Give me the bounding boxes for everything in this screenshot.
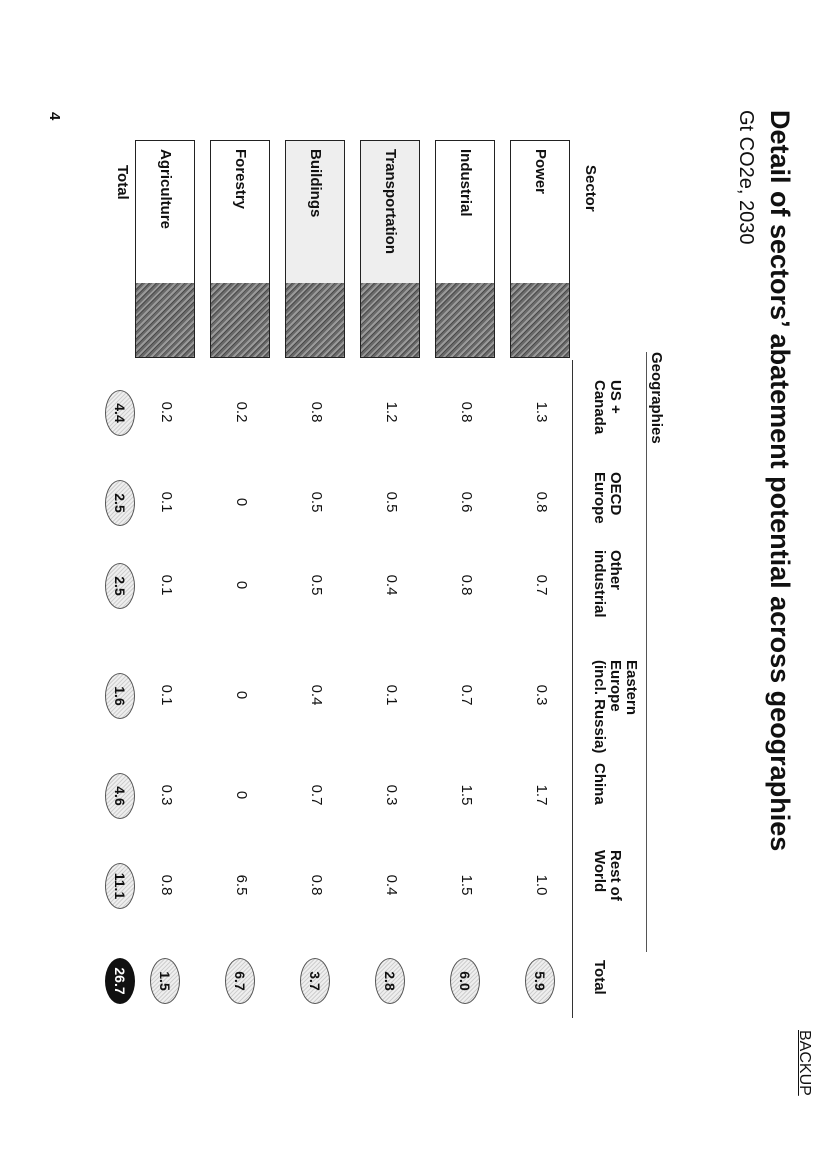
value-cell: 0.3 — [383, 784, 400, 806]
sector-label: Transportation — [382, 149, 399, 255]
value-cell: 0.1 — [158, 574, 175, 596]
column-header-oecd-europe: OECD Europe — [591, 472, 624, 524]
value-cell: 0.8 — [458, 401, 475, 423]
value-cell: 0.1 — [158, 491, 175, 513]
value-cell: 0 — [233, 580, 250, 590]
page-number: 4 — [46, 112, 63, 121]
row-total-oval: 6.7 — [225, 958, 255, 1004]
column-total-oval: 1.6 — [105, 673, 135, 719]
page-subtitle: Gt CO2e, 2030 — [735, 110, 757, 245]
row-total-oval: 5.9 — [525, 958, 555, 1004]
sector-label: Industrial — [457, 149, 474, 217]
sector-row-agriculture — [135, 140, 195, 358]
value-cell: 6.5 — [233, 874, 250, 896]
value-cell: 0.7 — [533, 574, 550, 596]
column-total-oval: 2.5 — [105, 480, 135, 526]
value-cell: 0.1 — [383, 684, 400, 706]
value-cell: 0.7 — [308, 784, 325, 806]
sector-photo — [436, 283, 494, 357]
row-total-oval: 3.7 — [300, 958, 330, 1004]
value-cell: 0.8 — [458, 574, 475, 596]
column-total-oval: 4.4 — [105, 390, 135, 436]
value-cell: 0 — [233, 690, 250, 700]
value-cell: 0.4 — [308, 684, 325, 706]
header-rule — [572, 360, 573, 1018]
value-cell: 0.7 — [458, 684, 475, 706]
value-cell: 0.2 — [158, 401, 175, 423]
value-cell: 0 — [233, 790, 250, 800]
value-cell: 0.5 — [383, 491, 400, 513]
value-cell: 0.2 — [233, 401, 250, 423]
page-title: Detail of sectors’ abatement potential across geographies — [765, 110, 795, 852]
value-cell: 1.7 — [533, 784, 550, 806]
sector-row-forestry — [210, 140, 270, 358]
value-cell: 0.8 — [308, 401, 325, 423]
column-header-total: Total — [591, 960, 608, 995]
value-cell: 0.5 — [308, 574, 325, 596]
geographies-label: Geographies — [648, 352, 665, 444]
column-header-rest-of-world: Rest of World — [591, 850, 624, 901]
row-total-oval: 2.8 — [375, 958, 405, 1004]
column-header-china: China — [591, 763, 608, 805]
column-total-oval: 4.6 — [105, 773, 135, 819]
value-cell: 1.5 — [458, 784, 475, 806]
sector-photo — [211, 283, 269, 357]
value-cell: 0.5 — [308, 491, 325, 513]
column-header-eastern-europe: Eastern Europe (incl. Russia) — [591, 660, 640, 754]
value-cell: 0.4 — [383, 874, 400, 896]
row-total-oval: 1.5 — [150, 958, 180, 1004]
sector-row-buildings — [285, 140, 345, 358]
sector-header: Sector — [582, 165, 599, 212]
value-cell: 0 — [233, 497, 250, 507]
sector-photo — [511, 283, 569, 357]
sector-label: Agriculture — [157, 149, 174, 230]
sector-row-industrial — [435, 140, 495, 358]
value-cell: 0.6 — [458, 491, 475, 513]
value-cell: 0.3 — [533, 684, 550, 706]
value-cell: 0.8 — [308, 874, 325, 896]
sector-label: Power — [532, 149, 549, 195]
sector-row-power — [510, 140, 570, 358]
value-cell: 1.3 — [533, 401, 550, 423]
value-cell: 1.0 — [533, 874, 550, 896]
value-cell: 0.4 — [383, 574, 400, 596]
backup-label: BACKUP — [796, 1030, 813, 1096]
value-cell: 1.2 — [383, 401, 400, 423]
column-total-oval: 11.1 — [105, 863, 135, 909]
sector-photo — [136, 283, 194, 357]
row-total-oval: 6.0 — [450, 958, 480, 1004]
value-cell: 0.8 — [533, 491, 550, 513]
sector-photo — [361, 283, 419, 357]
column-header-us-canada: US + Canada — [591, 380, 624, 435]
value-cell: 0.3 — [158, 784, 175, 806]
geographies-rule — [646, 352, 647, 952]
totals-label: Total — [114, 165, 131, 200]
grand-total-oval: 26.7 — [105, 958, 135, 1004]
sector-label: Forestry — [232, 149, 249, 210]
sector-label: Buildings — [307, 149, 324, 218]
column-total-oval: 2.5 — [105, 563, 135, 609]
value-cell: 1.5 — [458, 874, 475, 896]
column-header-other-industrial: Other industrial — [591, 550, 624, 618]
sector-row-transportation — [360, 140, 420, 358]
value-cell: 0.8 — [158, 874, 175, 896]
value-cell: 0.1 — [158, 684, 175, 706]
sector-photo — [286, 283, 344, 357]
